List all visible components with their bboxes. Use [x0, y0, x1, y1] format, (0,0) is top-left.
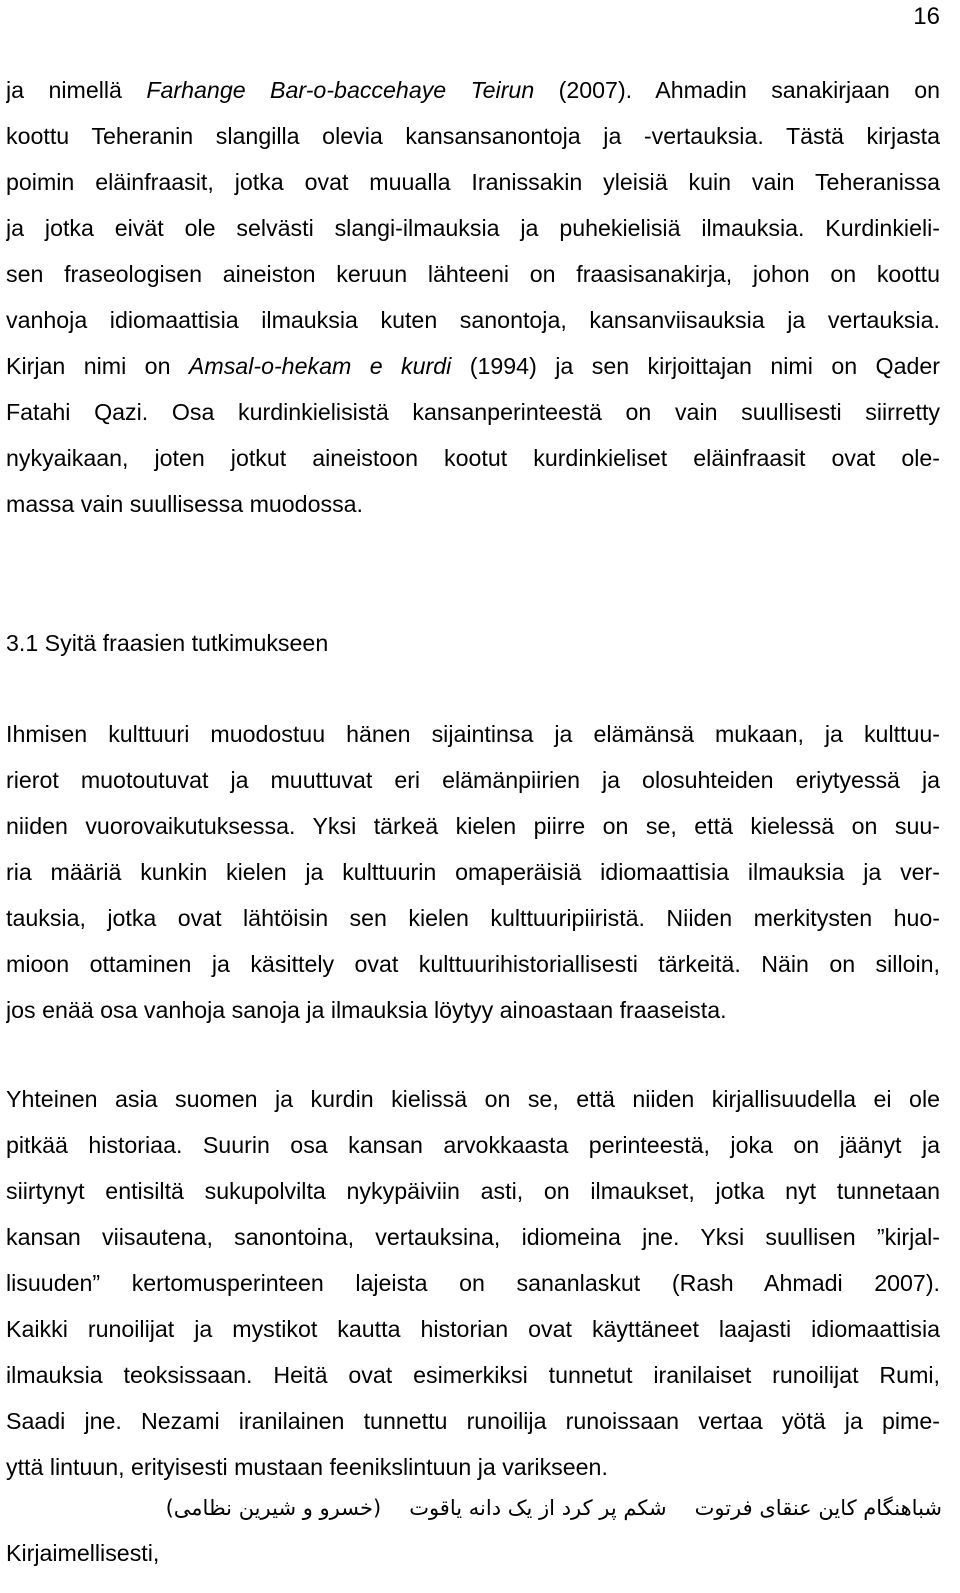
text-line: pitkää historiaa. Suurin osa kansan arvokkaasta perinteestä, joka on jäänyt ja	[6, 1132, 940, 1158]
page-number: 16	[913, 3, 940, 30]
text-line: Kirjan nimi on Amsal-o-hekam e kurdi (1994) ja sen kirjoittajan nimi on Qader	[6, 353, 940, 379]
text-line: jos enää osa vanhoja sanoja ja ilmauksia löytyy ainoastaan fraaseista.	[6, 997, 727, 1023]
paragraph-sources	[6, 67, 940, 527]
verse-source: (خسرو و شیرین نظامی)	[165, 1496, 382, 1520]
text-line: Ihmisen kulttuuri muodostuu hänen sijaintinsa ja elämänsä mukaan, ja kulttuu-	[6, 721, 940, 747]
verse-second-hemistich: شکم پر کرد از یک دانه یاقوت	[409, 1496, 667, 1520]
persian-verse-quote	[166, 1485, 942, 1531]
text-line: Yhteinen asia suomen ja kurdin kielissä on se, että niiden kirjallisuudella ei ole	[6, 1086, 940, 1112]
text-line: ja nimellä Farhange Bar-o-baccehaye Teirun (2007). Ahmadin sanakirjaan on	[6, 77, 940, 103]
text-line: vanhoja idiomaattisia ilmauksia kuten sanontoja, kansanviisauksia ja vertauksia.	[6, 307, 940, 333]
text-line: Fatahi Qazi. Osa kurdinkielisistä kansanperinteestä on vain suullisesti siirretty	[6, 399, 940, 425]
verse-first-hemistich: شباهنگام کاین عنقای فرتوت	[694, 1496, 942, 1520]
text-line: kansan viisautena, sanontoina, vertauksina, idiomeina jne. Yksi suullisen ”kirjal-	[6, 1224, 940, 1250]
text-line: Saadi jne. Nezami iranilainen tunnettu runoilija runoissaan vertaa yötä ja pime-	[6, 1408, 940, 1434]
text-line: ilmauksia teoksissaan. Heitä ovat esimerkiksi tunnetut iranilaiset runoilijat Rumi,	[6, 1362, 940, 1388]
italic-title: Farhange Bar-o-baccehaye Teirun	[146, 77, 535, 103]
text-line: siirtynyt entisiltä sukupolvilta nykypäiviin asti, on ilmaukset, jotka nyt tunnetaan	[6, 1178, 940, 1204]
text-line: Kaikki runoilijat ja mystikot kautta historian ovat käyttäneet laajasti idiomaattisia	[6, 1316, 940, 1342]
text-line: tauksia, jotka ovat lähtöisin sen kielen kulttuuripiiristä. Niiden merkitysten huo-	[6, 905, 940, 931]
text-line: ja jotka eivät ole selvästi slangi-ilmauksia ja puhekielisiä ilmauksia. Kurdinkieli-	[6, 215, 940, 241]
italic-title: Amsal-o-hekam e kurdi	[188, 353, 452, 379]
text-line: massa vain suullisessa muodossa.	[6, 491, 363, 517]
text-line: mioon ottaminen ja käsittely ovat kulttuurihistoriallisesti tärkeitä. Näin on silloin,	[6, 951, 940, 977]
text-line: ria määriä kunkin kielen ja kulttuurin omaperäisiä idiomaattisia ilmauksia ja ver-	[6, 859, 940, 885]
text-line: koottu Teheranin slangilla olevia kansansanontoja ja -vertauksia. Tästä kirjasta	[6, 123, 940, 149]
trailing-text: Kirjaimellisesti,	[6, 1540, 160, 1566]
text-line: niiden vuorovaikutuksessa. Yksi tärkeä kielen piirre on se, että kielessä on suu-	[6, 813, 940, 839]
text-line: lisuuden” kertomusperinteen lajeista on sananlaskut (Rash Ahmadi 2007).	[6, 1270, 940, 1296]
text-line: sen fraseologisen aineiston keruun lähteeni on fraasisanakirja, johon on koottu	[6, 261, 940, 287]
text-line: rierot muotoutuvat ja muuttuvat eri elämänpiirien ja olosuhteiden eriytyessä ja	[6, 767, 940, 793]
text-line: poimin eläinfraasit, jotka ovat muualla Iranissakin yleisiä kuin vain Teheranissa	[6, 169, 940, 195]
text-line: yttä lintuun, erityisesti mustaan feenikslintuun ja varikseen.	[6, 1454, 608, 1480]
text-line: nykyaikaan, joten jotkut aineistoon kootut kurdinkieliset eläinfraasit ovat ole-	[6, 445, 940, 471]
paragraph-reasons	[6, 711, 940, 1033]
section-heading: 3.1 Syitä fraasien tutkimukseen	[6, 630, 329, 656]
paragraph-common	[6, 1076, 940, 1490]
